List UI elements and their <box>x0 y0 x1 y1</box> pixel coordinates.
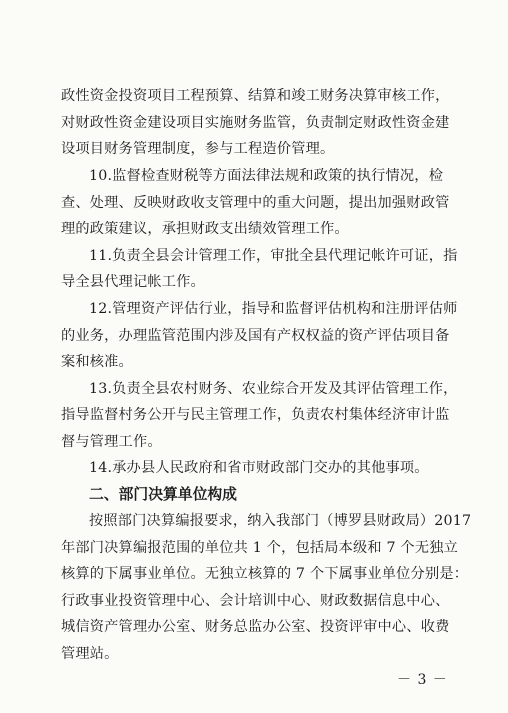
paragraph-line: 城信资产管理办公室、财务总监办公室、投资评审中心、收费 <box>61 619 450 635</box>
page-number: － 3 － <box>397 672 448 688</box>
paragraph-line: 11.负责全县会计管理工作，审批全县代理记帐许可证，指 <box>89 248 458 264</box>
paragraph-line: 查、处理、反映财政收支管理中的重大问题，提出加强财政管 <box>61 195 450 211</box>
section-heading: 二、部门决算单位构成 <box>89 486 237 503</box>
paragraph-line: 按照部门决算编报要求，纳入我部门（博罗县财政局）2017 <box>89 513 472 529</box>
paragraph-line: 设项目财务管理制度，参与工程造价管理。 <box>61 141 335 157</box>
paragraph-line: 核算的下属事业单位。无独立核算的 7 个下属事业单位分别是： <box>61 566 469 582</box>
paragraph-line: 行政事业投资管理中心、会计培训中心、财政数据信息中心、 <box>61 593 450 609</box>
paragraph-line: 督与管理工作。 <box>61 434 162 450</box>
paragraph-line: 对财政性资金建设项目实施财务监管，负责制定财政性资金建 <box>61 115 450 131</box>
paragraph-line: 14.承办县人民政府和省市财政部门交办的其他事项。 <box>89 460 429 476</box>
paragraph-line: 12.管理资产评估行业，指导和监督评估机构和注册评估师 <box>89 301 458 317</box>
paragraph-line: 案和核准。 <box>61 354 133 370</box>
paragraph-line: 指导监督村务公开与民主管理工作，负责农村集体经济审计监 <box>61 407 450 423</box>
paragraph-line: 年部门决算编报范围的单位共 1 个，包括局本级和 7 个无独立 <box>61 540 458 556</box>
paragraph-line: 的业务，办理监管范围内涉及国有产权权益的资产评估项目备 <box>61 328 450 344</box>
paragraph-line: 理的政策建议，承担财政支出绩效管理工作。 <box>61 221 349 237</box>
paragraph-line: 导全县代理记帐工作。 <box>61 274 205 290</box>
paragraph-line: 管理站。 <box>61 646 119 662</box>
paragraph-line: 13.负责全县农村财务、农业综合开发及其评估管理工作， <box>89 381 458 397</box>
paragraph-line: 政性资金投资项目工程预算、结算和竣工财务决算审核工作， <box>61 88 450 104</box>
paragraph-line: 10.监督检查财税等方面法律法规和政策的执行情况，检 <box>89 168 444 184</box>
